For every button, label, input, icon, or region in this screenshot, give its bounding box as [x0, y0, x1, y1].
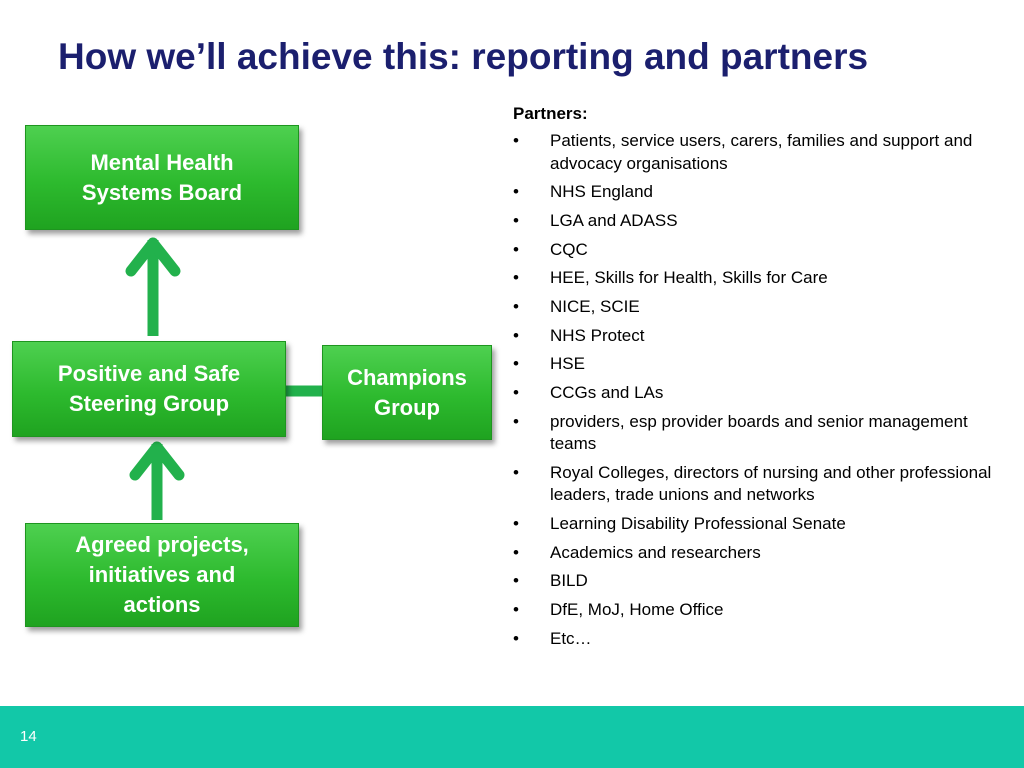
partner-text: CQC	[550, 239, 588, 259]
partner-text: Etc…	[550, 628, 592, 648]
bullet-icon: •	[513, 383, 519, 402]
mental-health-systems-board-box	[25, 125, 299, 230]
partners-list	[513, 130, 993, 650]
partner-item	[513, 542, 993, 565]
partner-text: HEE, Skills for Health, Skills for Care	[550, 268, 828, 288]
partner-item	[513, 513, 993, 536]
bullet-icon: •	[513, 210, 519, 230]
bullet-icon: •	[513, 571, 519, 591]
partner-text: CCGs and LAs	[550, 383, 664, 402]
partner-text: providers, esp provider boards and senior management teams	[550, 411, 968, 454]
partner-item	[513, 599, 993, 622]
bullet-icon: •	[513, 411, 519, 431]
partner-text: BILD	[550, 571, 588, 591]
partners-list-panel	[513, 103, 993, 657]
footer-bar	[0, 706, 1024, 768]
bullet-icon: •	[513, 182, 519, 202]
bullet-icon: •	[513, 462, 519, 482]
board-label: Mental Health Systems Board	[81, 149, 243, 205]
page-number: 14	[20, 728, 37, 745]
slide-title: How we’ll achieve this: reporting and partners	[58, 36, 869, 77]
partner-text: Learning Disability Professional Senate	[550, 514, 846, 534]
partner-text: Royal Colleges, directors of nursing and other professional leaders, trade unions and networks	[550, 462, 992, 505]
partner-item	[513, 628, 993, 651]
partner-text: NHS Protect	[550, 325, 645, 345]
partner-text: HSE	[550, 354, 585, 374]
partner-item	[513, 267, 993, 290]
steering-group-box	[12, 341, 286, 437]
bullet-icon: •	[513, 542, 519, 562]
projects-label: Agreed projects, initiatives and actions	[75, 532, 249, 617]
bullet-icon: •	[513, 354, 519, 374]
partner-text: Patients, service users, carers, families and support and advocacy organisations	[550, 131, 973, 173]
partner-item	[513, 130, 993, 175]
partner-item	[513, 462, 993, 507]
partner-item	[513, 382, 993, 405]
partner-text: DfE, MoJ, Home Office	[550, 600, 724, 620]
bullet-icon: •	[513, 239, 519, 259]
partner-item	[513, 181, 993, 204]
partners-heading: Partners:	[513, 104, 588, 123]
partner-item	[513, 570, 993, 593]
bullet-icon: •	[513, 514, 519, 534]
partner-item	[513, 353, 993, 376]
bullet-icon: •	[513, 268, 519, 288]
steering-label: Positive and Safe Steering Group	[57, 361, 241, 416]
partner-text: Academics and researchers	[550, 542, 761, 562]
partner-text: NICE, SCIE	[550, 296, 640, 316]
bullet-icon: •	[513, 131, 519, 150]
partner-item	[513, 239, 993, 262]
champions-label: Champions Group	[347, 364, 467, 420]
bullet-icon: •	[513, 325, 519, 345]
agreed-projects-box	[25, 523, 299, 627]
bullet-icon: •	[513, 600, 519, 620]
champions-group-box	[322, 345, 492, 440]
partner-item	[513, 325, 993, 348]
partner-item	[513, 411, 993, 456]
partner-text: LGA and ADASS	[550, 210, 678, 230]
partner-item	[513, 296, 993, 319]
partner-text: NHS England	[550, 182, 654, 202]
bullet-icon: •	[513, 628, 519, 648]
partner-item	[513, 210, 993, 233]
bullet-icon: •	[513, 296, 519, 316]
